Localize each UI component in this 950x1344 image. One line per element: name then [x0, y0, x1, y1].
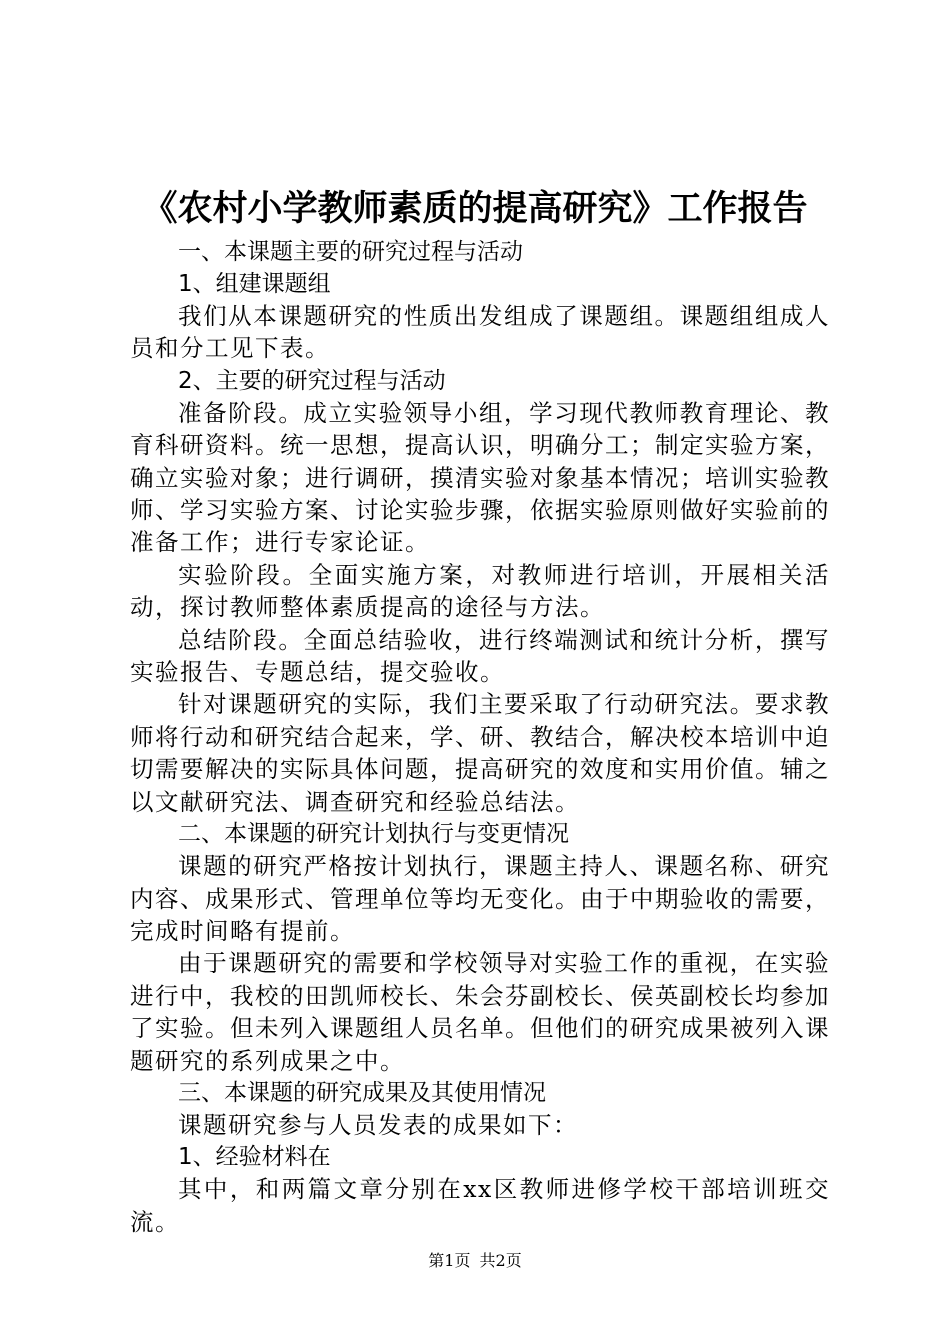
paragraph: 总结阶段。全面总结验收，进行终端测试和统计分析，撰写实验报告、专题总结，提交验收。	[130, 625, 830, 687]
subsection-heading-1-2: 2、主要的研究过程与活动	[178, 367, 446, 394]
paragraph: 由于课题研究的需要和学校领导对实验工作的重视，在实验进行中，我校的田凯师校长、朱会芬副校长、侯英副校长均参加了实验。但未列入课题组人员名单。但他们的研究成果被列入课题研究的系列成果之中。	[130, 949, 830, 1075]
subsection-heading-1-1: 1、组建课题组	[178, 271, 331, 297]
page-footer	[0, 1248, 950, 1271]
paragraph: 课题的研究严格按计划执行，课题主持人、课题名称、研究内容、成果形式、管理单位等均无变化。由于中期验收的需要，完成时间略有提前。	[130, 852, 830, 945]
page-number: 第1页	[428, 1251, 471, 1270]
section-heading-1: 一、本课题主要的研究过程与活动	[178, 239, 523, 265]
paragraph: 针对课题研究的实际，我们主要采取了行动研究法。要求教师将行动和研究结合起来，学、研、教结合，解决校本培训中迫切需要解决的实际具体问题，提高研究的效度和实用价值。辅之以文献研究法、调查研究和经验总结法。	[130, 690, 830, 816]
section-heading-2: 二、本课题的研究计划执行与变更情况	[178, 821, 569, 848]
section-heading-3: 三、本课题的研究成果及其使用情况	[178, 1079, 546, 1106]
page-total: 共2页	[479, 1251, 522, 1270]
paragraph: 其中，和两篇文章分别在xx区教师进修学校干部培训班交流。	[130, 1175, 830, 1236]
document-body	[130, 236, 830, 1238]
subsection-heading-3-1: 1、经验材料在	[178, 1144, 331, 1171]
paragraph: 课题研究参与人员发表的成果如下：	[178, 1110, 578, 1139]
document-title: 《农村小学教师素质的提高研究》工作报告	[142, 189, 808, 229]
paragraph: 实验阶段。全面实施方案，对教师进行培训，开展相关活动，探讨教师整体素质提高的途径与方法。	[130, 560, 830, 622]
paragraph: 我们从本课题研究的性质出发组成了课题组。课题组组成人员和分工见下表。	[130, 302, 830, 363]
paragraph: 准备阶段。成立实验领导小组，学习现代教师教育理论、教育科研资料。统一思想，提高认识，明确分工；制定实验方案，确立实验对象；进行调研，摸清实验对象基本情况；培训实验教师、学习实验方案、讨论实验步骤，依据实验原则做好实验前的准备工作；进行专家论证。	[130, 398, 830, 557]
